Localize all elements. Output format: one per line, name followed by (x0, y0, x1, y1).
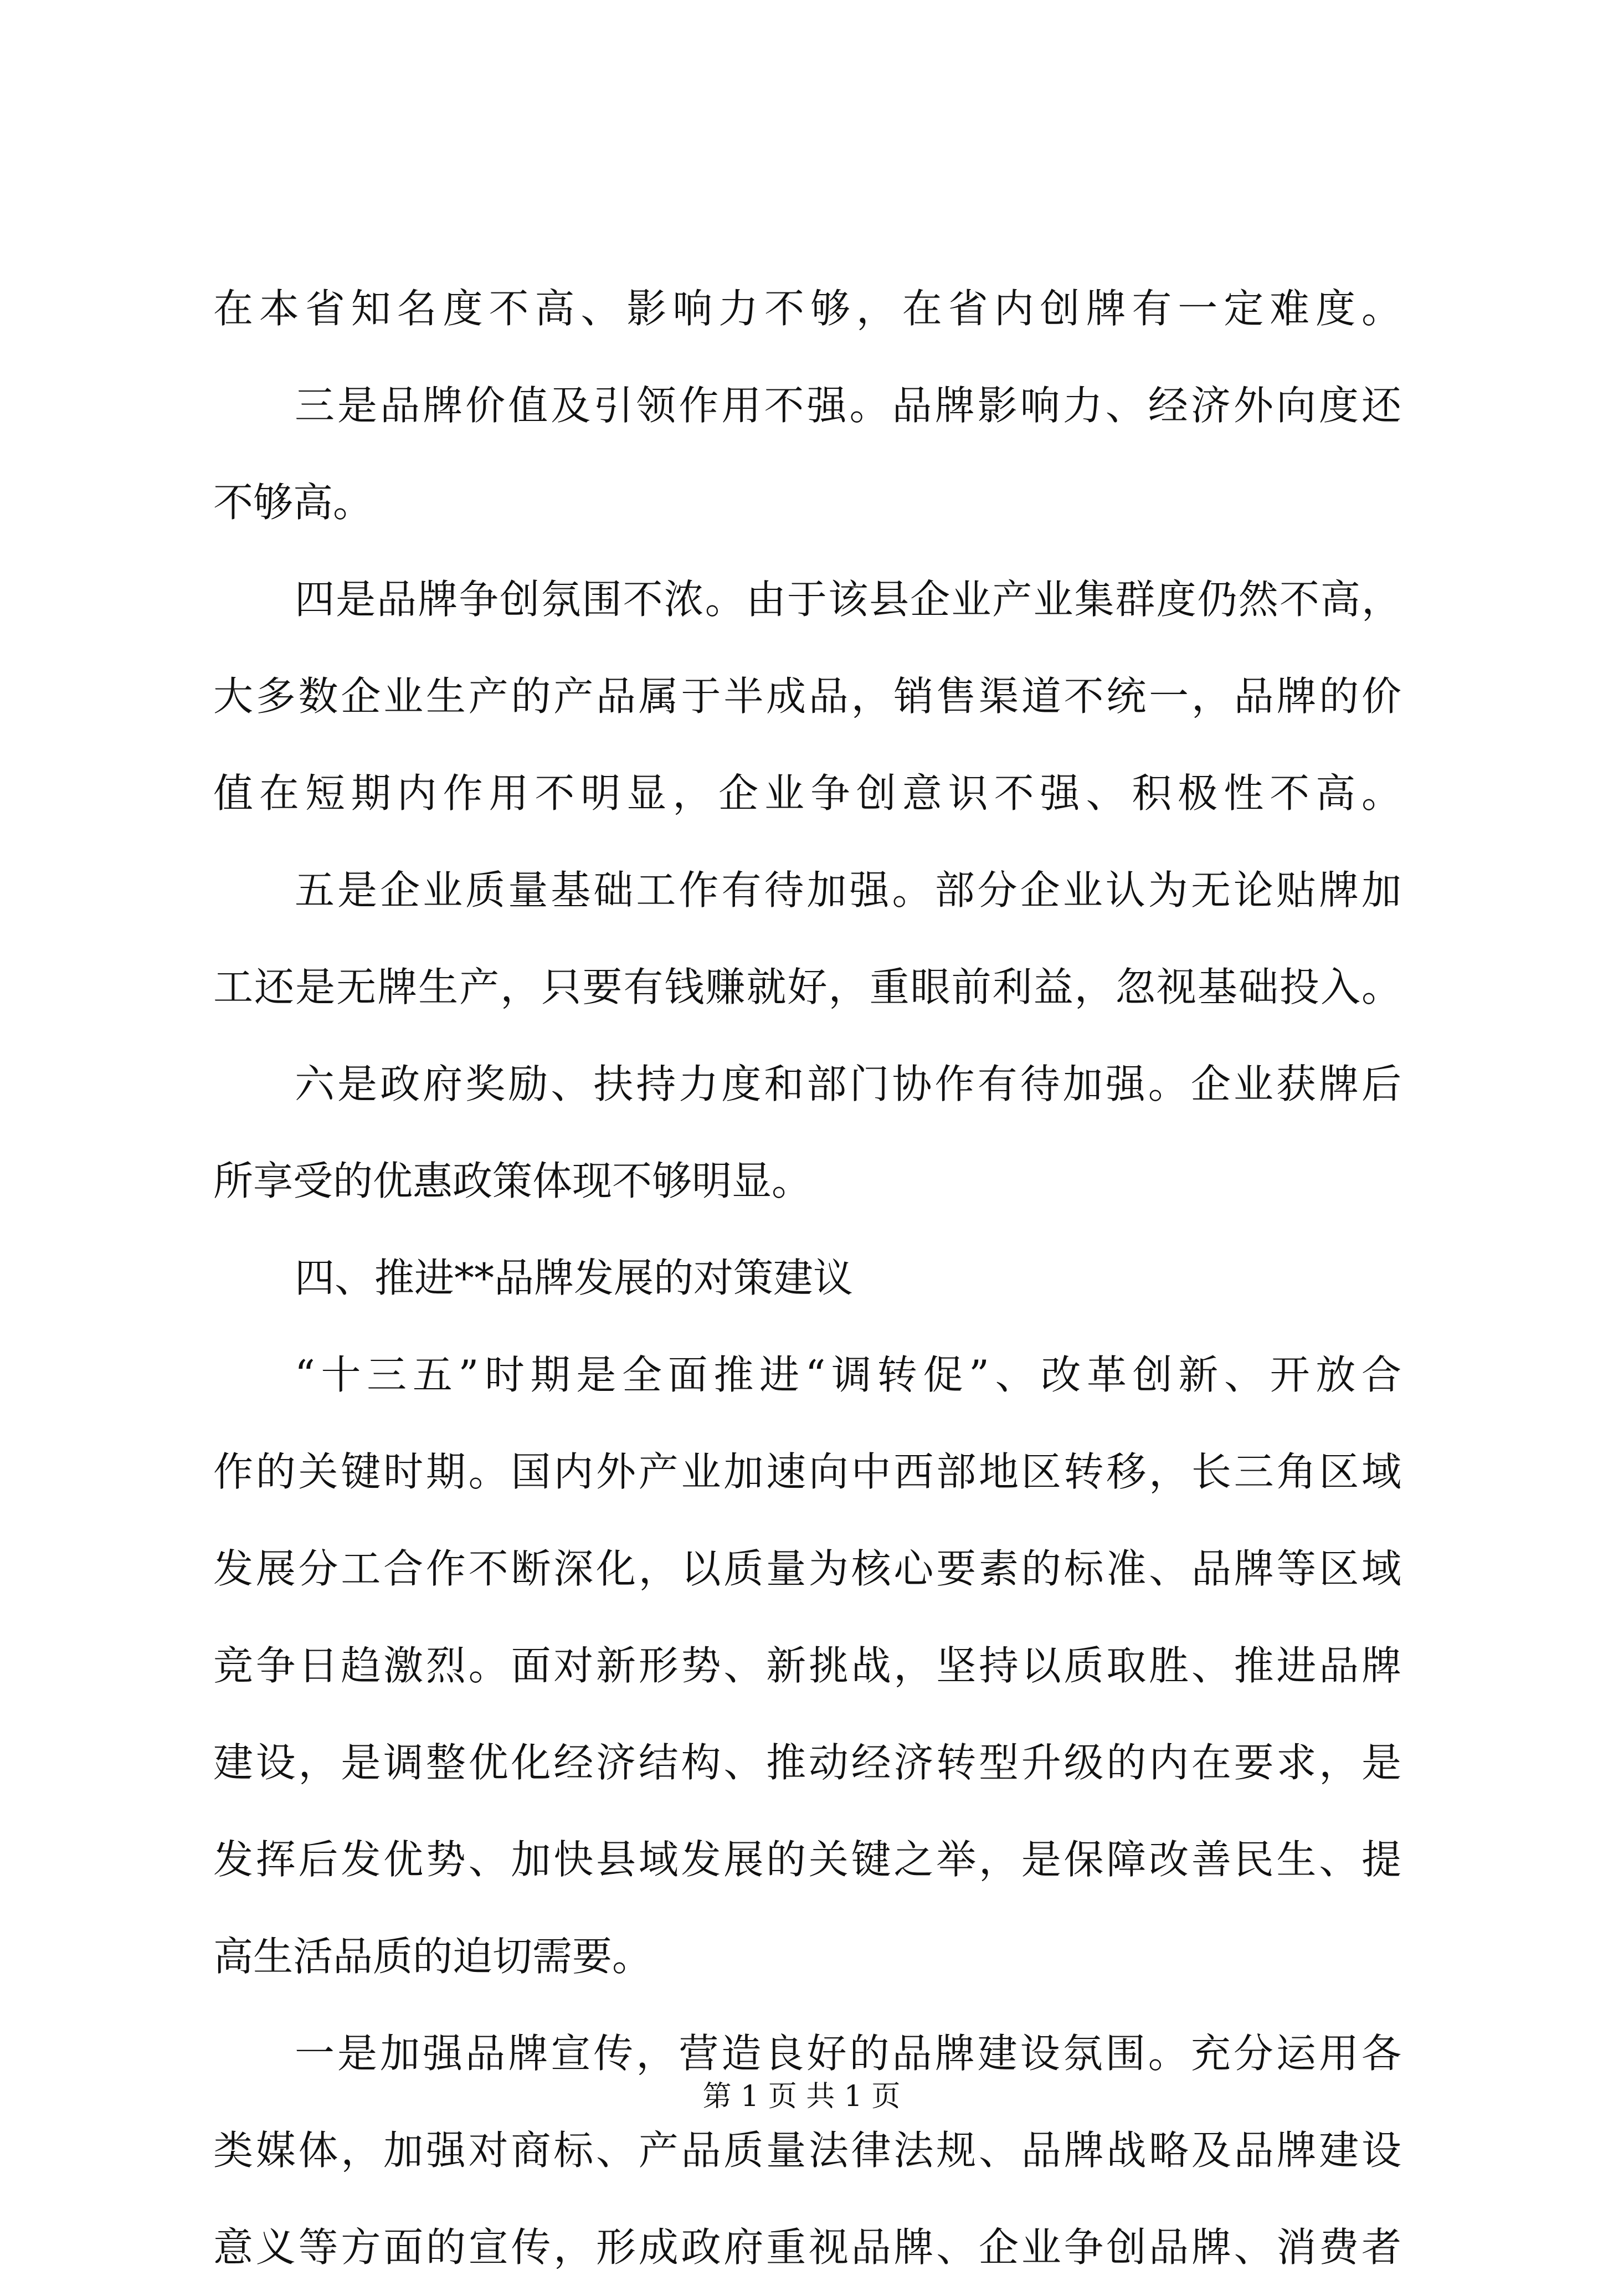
text-line: 四是品牌争创氛围不浓。由于该县企业产业集群度仍然不高， (295, 576, 1401, 623)
text-line: 五是企业质量基础工作有待加强。部分企业认为无论贴牌加 (295, 867, 1401, 913)
text-line: 竞争日趋激烈。面对新形势、新挑战，坚持以质取胜、推进品牌 (213, 1642, 1401, 1689)
document-body (213, 260, 1401, 2296)
text-line: 在本省知名度不高、影响力不够，在省内创牌有一定难度。 (213, 285, 1401, 332)
text-line: 工还是无牌生产，只要有钱赚就好，重眼前利益，忽视基础投入。 (213, 964, 1401, 1010)
text-line: 大多数企业生产的产品属于半成品，销售渠道不统一，品牌的价 (213, 673, 1401, 720)
text-line: 发展分工合作不断深化，以质量为核心要素的标准、品牌等区域 (213, 1545, 1401, 1592)
text-line: 发挥后发优势、加快县域发展的关键之举，是保障改善民生、提 (213, 1836, 1401, 1883)
text-line: 不够高。 (213, 479, 373, 526)
section-heading: 四、推进**品牌发展的对策建议 (295, 1255, 854, 1301)
text-line: 一是加强品牌宣传，营造良好的品牌建设氛围。充分运用各 (295, 2030, 1401, 2077)
text-line: 建设，是调整优化经济结构、推动经济转型升级的内在要求，是 (213, 1739, 1401, 1786)
text-line: 作的关键时期。国内外产业加速向中西部地区转移，长三角区域 (213, 1449, 1401, 1495)
page-number-footer: 第 1 页 共 1 页 (702, 2080, 901, 2113)
text-line: 所享受的优惠政策体现不够明显。 (213, 1158, 812, 1204)
text-line: 六是政府奖励、扶持力度和部门协作有待加强。企业获牌后 (295, 1061, 1401, 1107)
text-line: 意义等方面的宣传，形成政府重视品牌、企业争创品牌、消费者 (213, 2224, 1401, 2271)
text-line: 高生活品质的迫切需要。 (213, 1933, 652, 1980)
text-line: 值在短期内作用不明显，企业争创意识不强、积极性不高。 (213, 770, 1401, 816)
text-line: “十三五”时期是全面推进“调转促”、改革创新、开放合 (295, 1352, 1401, 1398)
text-line: 类媒体，加强对商标、产品质量法律法规、品牌战略及品牌建设 (213, 2127, 1401, 2174)
text-line: 三是品牌价值及引领作用不强。品牌影响力、经济外向度还 (295, 382, 1401, 429)
